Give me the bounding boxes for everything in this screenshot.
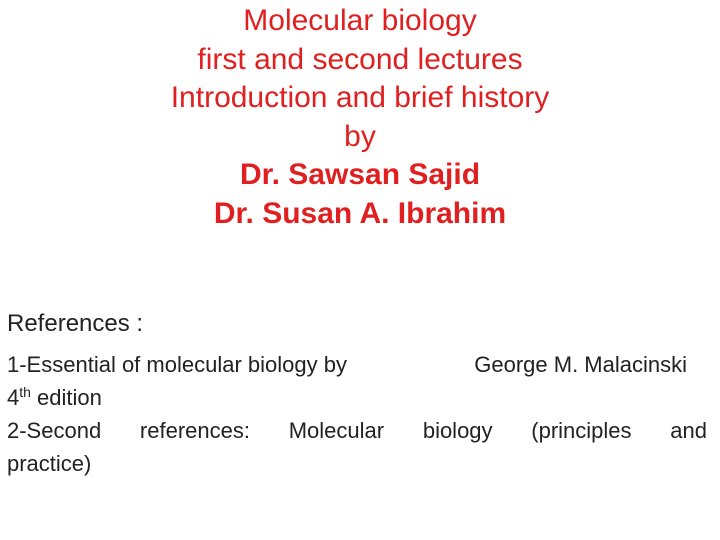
author-name-2: Dr. Susan A. Ibrahim: [213, 196, 507, 230]
reference-1-edition-label: edition: [30, 385, 102, 410]
by-label: by: [344, 119, 376, 153]
reference-1-line-2: [7, 381, 707, 414]
course-title: Molecular biology: [243, 4, 477, 37]
reference-1-title: 1-Essential of molecular biology by: [7, 352, 347, 377]
topic-subtitle: Introduction and brief history: [170, 81, 550, 114]
reference-2-word: (principles: [531, 418, 632, 443]
reference-2-line-1: [7, 414, 707, 447]
references-section: [7, 306, 707, 480]
reference-1-edition-superscript: th: [19, 384, 31, 400]
author-name-1: Dr. Sawsan Sajid: [239, 158, 481, 191]
reference-2-word: Molecular: [288, 418, 385, 443]
reference-1-edition-number: 4: [7, 385, 20, 410]
reference-1-line-1: [7, 348, 687, 381]
lecture-subtitle: first and second lectures: [197, 42, 523, 76]
reference-2-continuation: practice): [7, 451, 92, 476]
reference-2-word: 2-Second: [7, 418, 102, 443]
reference-2-word: references:: [139, 418, 250, 443]
title-block: [0, 2, 720, 233]
reference-2-word: and: [670, 418, 707, 443]
reference-1-author: George M. Malacinski: [474, 352, 687, 377]
references-heading: References :: [7, 310, 144, 337]
reference-2-line-2: [7, 447, 707, 480]
reference-2-word: biology: [422, 418, 493, 443]
